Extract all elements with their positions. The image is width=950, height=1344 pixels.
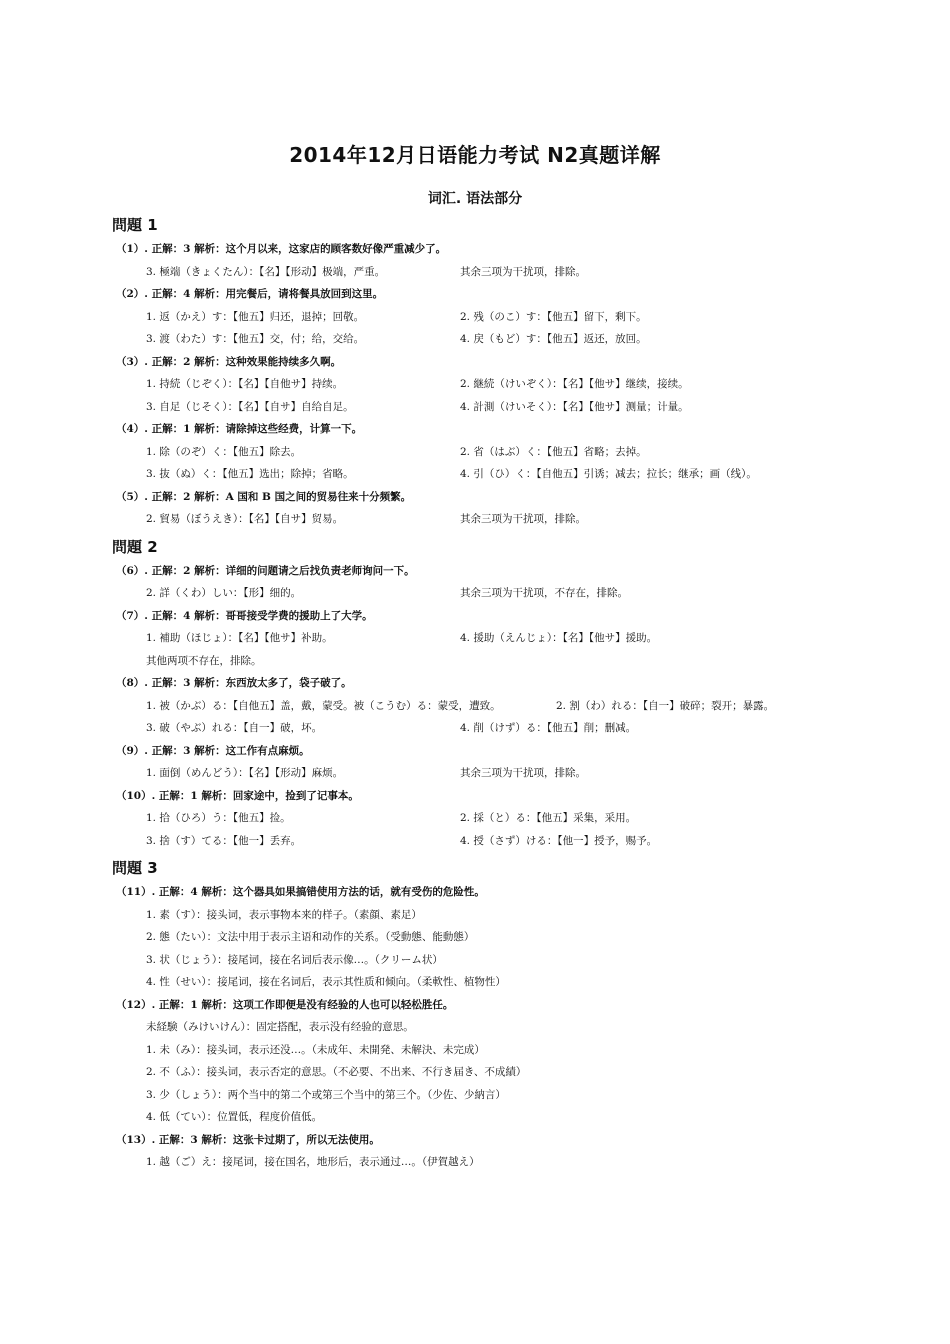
explanation-right: 其余三项为干扰项，排除。 (460, 265, 586, 278)
explanation-right: 4. 引（ひ）く：【自他五】引诱；减去；拉长；继承；画（线）。 (460, 468, 757, 480)
explanation-left: 3. 抜（ぬ）く：【他五】选出；除掉；省略。 (146, 468, 354, 480)
explanation-left: 2. 詳（くわ）しい：【形】细的。 (146, 587, 302, 599)
explanation-left: 3. 捨（す）てる：【他一】丢弃。 (146, 834, 302, 847)
question-answer-line: （5）. 正解：2 解析：A 国和 B 国之间的贸易往来十分频繁。 (116, 490, 412, 503)
explanation-right: 其余三项为干扰项，排除。 (460, 767, 586, 779)
explanation-left: 3. 状（じょう）：接尾词，接在名词后表示像…。（クリーム状） (146, 953, 443, 966)
explanation-right: 4. 援助（えんじょ）：【名】【他サ】援助。 (460, 632, 658, 644)
explanation-right: 2. 残（のこ）す：【他五】留下，剩下。 (460, 310, 647, 323)
question-answer-line: （1）. 正解：3 解析：这个月以来，这家店的顾客数好像严重减少了。 (116, 243, 447, 255)
explanation-left: 3. 渡（わた）す：【他五】交，付；给，交给。 (146, 333, 365, 345)
explanation-left: 1. 補助（ほじょ）：【名】【他サ】补助。 (146, 632, 333, 644)
page-subtitle: 词汇. 语法部分 (427, 191, 523, 207)
explanation-left: 1. 除（のぞ）く：【他五】除去。 (146, 445, 302, 458)
question-answer-line: （11）. 正解：4 解析：这个器具如果搞错使用方法的话，就有受伤的危险性。 (116, 886, 485, 898)
explanation-left: 2. 貿易（ぼうえき）：【名】【自サ】贸易。 (146, 513, 344, 525)
explanation-left: 1. 被（かぶ）る：【自他五】盖，戴，蒙受。被（こうむ）る：蒙受，遭致。 (146, 699, 501, 712)
explanation-right: 2. 採（と）る：【他五】采集，采用。 (460, 812, 637, 824)
explanation-right: 其余三项为干扰项，不存在，排除。 (460, 587, 628, 599)
explanation-left: 2. 不（ふ）：接头词，表示否定的意思。（不必要、不出来、不行き届き、不成績） (146, 1066, 527, 1078)
explanation-left: 1. 素（す）：接头词，表示事物本来的样子。（素顔、素足） (146, 908, 422, 921)
explanation-left: 1. 越（ご）え：接尾词，接在国名，地形后，表示通过…。（伊賀越え） (146, 1156, 480, 1168)
explanation-right: 4. 削（けず）る：【他五】削；删减。 (460, 722, 637, 734)
explanation-right: 2. 継続（けいぞく）：【名】【他サ】继续，接续。 (460, 378, 689, 390)
explanation-left: 3. 破（やぶ）れる：【自一】破，坏。 (146, 722, 323, 734)
question-answer-line: （2）. 正解：4 解析：用完餐后，请将餐具放回到这里。 (116, 288, 384, 300)
explanation-left: 2. 態（たい）：文法中用于表示主语和动作的关系。（受動態、能動態） (146, 931, 475, 943)
explanation-left: 1. 持続（じぞく）：【名】【自他サ】持续。 (146, 378, 344, 390)
explanation-left: 4. 性（せい）：接尾词，接在名词后，表示其性质和倾向。（柔軟性、植物性） (146, 976, 506, 988)
explanation-right: 4. 計測（けいそく）：【名】【他サ】测量；计量。 (460, 400, 689, 413)
explanation-left: 1. 拾（ひろ）う：【他五】捡。 (146, 812, 291, 824)
explanation-right: 2. 割（わ）れる：【自一】破碎；裂开；暴露。 (556, 699, 775, 712)
question-answer-line: （9）. 正解：3 解析：这工作有点麻烦。 (116, 744, 310, 757)
page-title: 2014年12月日语能力考试 N2真题详解 (289, 143, 661, 167)
section-heading: 問題 2 (112, 537, 158, 556)
question-answer-line: （6）. 正解：2 解析：详细的问题请之后找负责老师询问一下。 (116, 564, 415, 577)
question-answer-line: （8）. 正解：3 解析：东西放太多了，袋子破了。 (116, 677, 352, 689)
explanation-left: 其他两项不存在，排除。 (146, 654, 262, 667)
explanation-left: 1. 面倒（めんどう）：【名】【形动】麻烦。 (146, 767, 344, 779)
question-answer-line: （7）. 正解：4 解析：哥哥接受学费的援助上了大学。 (116, 609, 373, 622)
explanation-left: 1. 未（み）：接头词，表示还没…。（未成年、未開発、未解決、未完成） (146, 1043, 485, 1056)
explanation-left: 3. 少（しょう）：两个当中的第二个或第三个当中的第三个。（少佐、少納言） (146, 1088, 506, 1101)
explanation-left: 4. 低（てい）：位置低，程度价值低。 (146, 1111, 323, 1123)
explanation-left: 3. 極端（きょくたん）：【名】【形动】极端，严重。 (146, 265, 386, 278)
explanation-left: 1. 返（かえ）す：【他五】归还，退掉；回敬。 (146, 310, 365, 323)
explanation-left: 3. 自足（じそく）：【名】【自サ】自给自足。 (146, 400, 354, 413)
section-heading: 問題 3 (112, 859, 158, 877)
question-answer-line: （4）. 正解：1 解析：请除掉这些经费，计算一下。 (116, 423, 363, 435)
question-answer-line: （13）. 正解：3 解析：这张卡过期了，所以无法使用。 (116, 1133, 380, 1146)
question-answer-line: （10）. 正解：1 解析：回家途中，捡到了记事本。 (116, 789, 359, 802)
question-answer-line: （3）. 正解：2 解析：这种效果能持续多久啊。 (116, 355, 342, 368)
section-heading: 問題 1 (112, 216, 158, 234)
explanation-left: 未経験（みけいけん）：固定搭配，表示没有经验的意思。 (146, 1021, 414, 1033)
explanation-right: 4. 授（さず）ける：【他一】授予，赐予。 (460, 834, 658, 847)
question-answer-line: （12）. 正解：1 解析：这项工作即便是没有经验的人也可以轻松胜任。 (116, 998, 454, 1011)
explanation-right: 2. 省（はぶ）く：【他五】省略；去掉。 (460, 445, 647, 458)
explanation-right: 其余三项为干扰项，排除。 (460, 513, 586, 525)
explanation-right: 4. 戻（もど）す：【他五】返还，放回。 (460, 333, 647, 345)
